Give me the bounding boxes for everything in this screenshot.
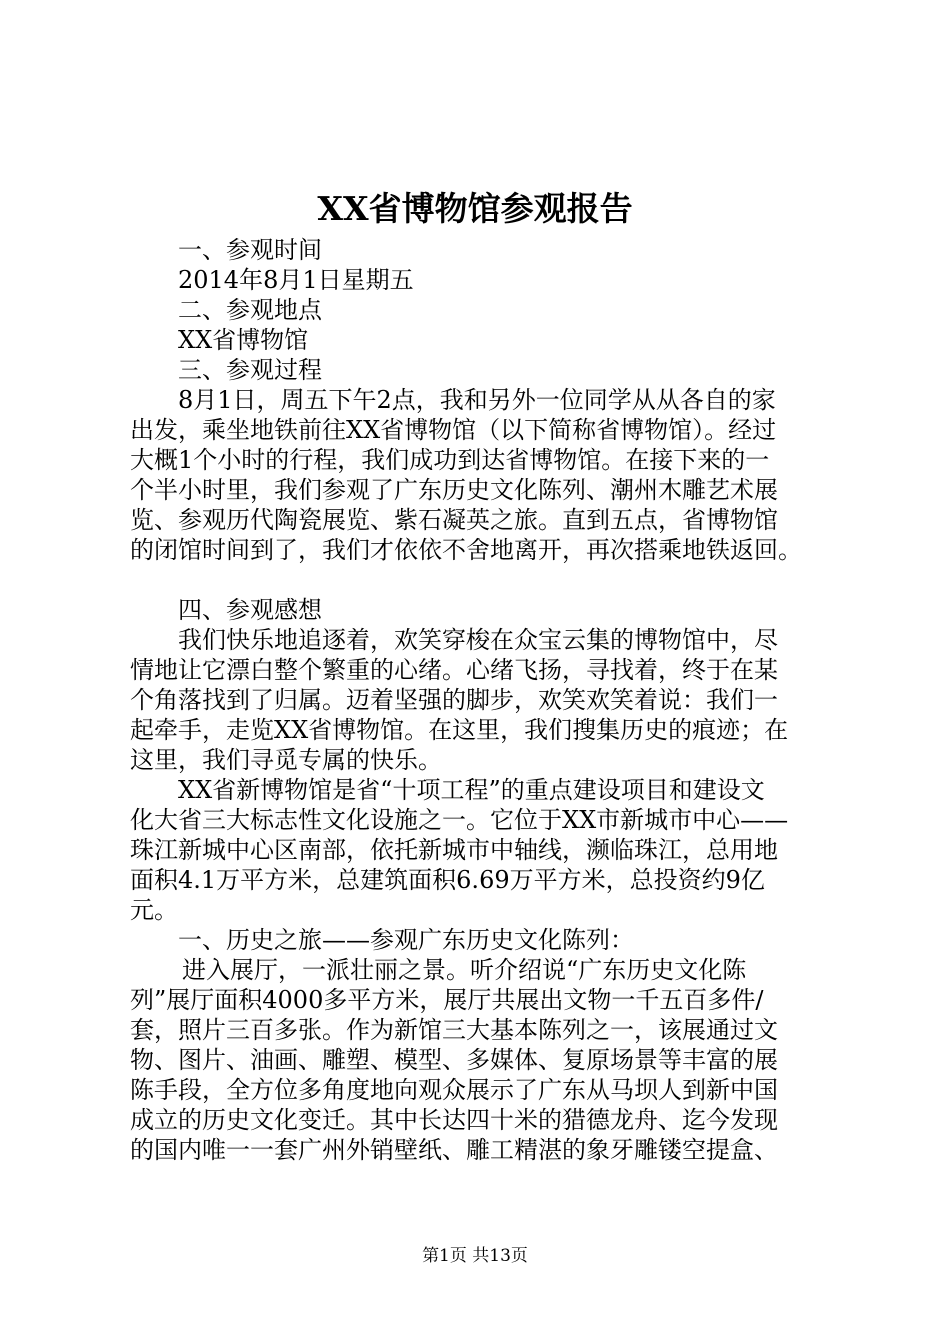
- paragraph-line: 8月1日，周五下午2点，我和另外一位同学从从各自的家: [178, 386, 776, 414]
- subsection-heading-history: 一、历史之旅——参观广东历史文化陈列：: [178, 926, 634, 954]
- paragraph-line: 个角落找到了归属。迈着坚强的脚步，欢笑欢笑着说：我们一: [130, 686, 778, 714]
- section-heading-process: 三、参观过程: [178, 356, 322, 384]
- blank-line: [130, 565, 850, 595]
- paragraph-line: 套，照片三百多张。作为新馆三大基本陈列之一，该展通过文: [130, 1016, 778, 1044]
- document-title: XX省博物馆参观报告: [317, 189, 633, 228]
- paragraph-line: 元。: [130, 896, 178, 924]
- paragraph-line: 物、图片、油画、雕塑、模型、多媒体、复原场景等丰富的展: [130, 1046, 778, 1074]
- paragraph-line: 进入展厅，一派壮丽之景。听介绍说“广东历史文化陈: [182, 956, 747, 984]
- paragraph-line: 珠江新城中心区南部，依托新城市中轴线，濒临珠江，总用地: [130, 836, 778, 864]
- document-body: [130, 235, 850, 1165]
- paragraph-line: XX省新博物馆是省“十项工程”的重点建设项目和建设文: [178, 776, 765, 804]
- paragraph-line: 的闭馆时间到了，我们才依依不舍地离开，再次搭乘地铁返回。: [130, 536, 802, 564]
- paragraph-line: 2014年8月1日星期五: [178, 266, 414, 294]
- paragraph-line: 成立的历史文化变迁。其中长达四十米的猎德龙舟、迄今发现: [130, 1106, 778, 1134]
- paragraph-line: 列”展厅面积4000多平方米，展厅共展出文物一千五百多件/: [130, 986, 764, 1014]
- section-heading-time: 一、参观时间: [178, 236, 322, 264]
- paragraph-line: 个半小时里，我们参观了广东历史文化陈列、潮州木雕艺术展: [130, 476, 778, 504]
- page-number-footer: 第1页 共13页: [422, 1246, 528, 1266]
- paragraph-line: 情地让它漂白整个繁重的心绪。心绪飞扬，寻找着，终于在某: [130, 656, 778, 684]
- paragraph-line: 出发，乘坐地铁前往XX省博物馆（以下简称省博物馆）。经过: [130, 416, 777, 444]
- paragraph-line: 起牵手，走览XX省博物馆。在这里，我们搜集历史的痕迹；在: [130, 716, 789, 744]
- paragraph-line: 览、参观历代陶瓷展览、紫石凝英之旅。直到五点，省博物馆: [130, 506, 778, 534]
- paragraph-line: 大概1个小时的行程，我们成功到达省博物馆。在接下来的一: [130, 446, 770, 474]
- section-heading-thoughts: 四、参观感想: [178, 596, 322, 624]
- section-heading-location: 二、参观地点: [178, 296, 322, 324]
- paragraph-line: 这里，我们寻觅专属的快乐。: [130, 746, 442, 774]
- paragraph-line: XX省博物馆: [178, 326, 309, 354]
- paragraph-line: 的国内唯一一套广州外销壁纸、雕工精湛的象牙雕镂空提盒、: [130, 1136, 778, 1164]
- paragraph-line: 面积4.1万平方米，总建筑面积6.69万平方米，总投资约9亿: [130, 866, 765, 894]
- paragraph-line: 化大省三大标志性文化设施之一。它位于XX市新城市中心——: [130, 806, 789, 834]
- paragraph-line: 陈手段，全方位多角度地向观众展示了广东从马坝人到新中国: [130, 1076, 778, 1104]
- paragraph-line: 我们快乐地追逐着，欢笑穿梭在众宝云集的博物馆中，尽: [178, 626, 778, 654]
